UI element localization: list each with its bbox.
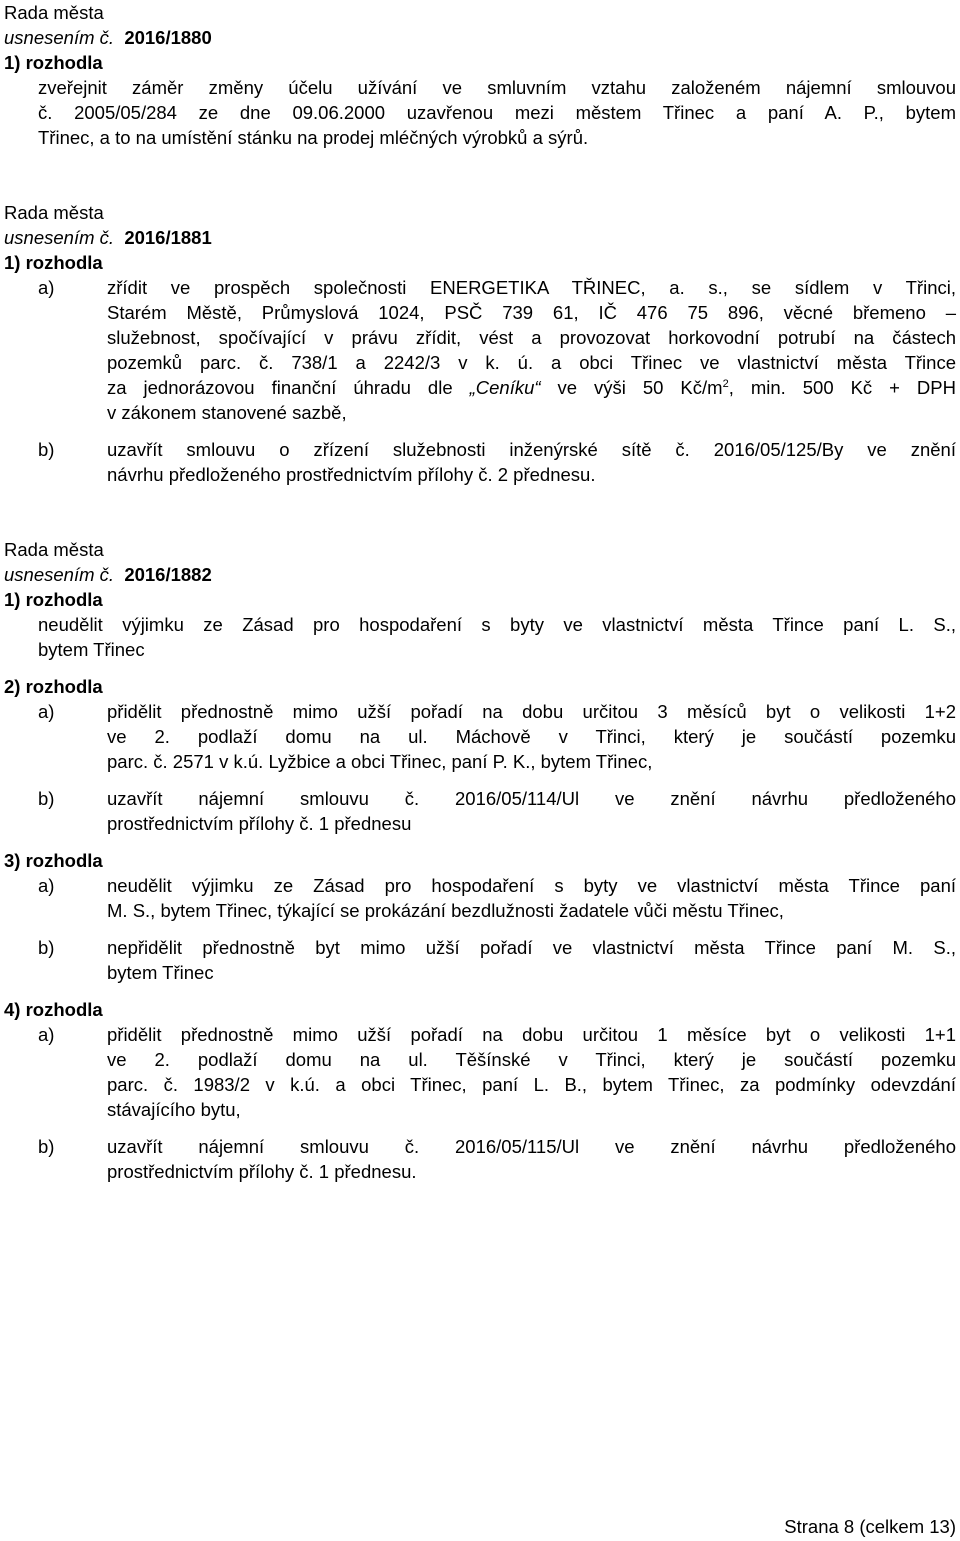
resolution-number-line xyxy=(4,25,956,50)
text-fragment: ve výši 50 Kč/m xyxy=(540,377,723,398)
text-line: prostřednictvím přílohy č. 1 přednesu. xyxy=(107,1161,417,1182)
rada-mesta-heading: Rada města xyxy=(4,539,104,560)
usneseni-label: usnesením č. xyxy=(4,227,115,248)
text-line: prostřednictvím přílohy č. 1 přednesu xyxy=(107,813,412,834)
resolution-number: 2016/1881 xyxy=(124,227,212,248)
resolution-number-line xyxy=(4,562,956,587)
item-label: a) xyxy=(38,701,55,722)
text-line: stávajícího bytu, xyxy=(107,1099,241,1120)
item-label: a) xyxy=(38,875,55,896)
item-label: a) xyxy=(38,277,55,298)
text-line: č. 2005/05/284 ze dne 09.06.2000 uzavřenou mezi městem Třinec a paní A. P., bytem xyxy=(38,102,956,123)
rada-mesta-heading: Rada města xyxy=(4,2,104,23)
superscript: 2 xyxy=(722,378,729,390)
item-label: b) xyxy=(38,439,55,460)
text-line: služebnost, spočívající v právu zřídit, vést a provozovat horkovodní potrubí na částech xyxy=(107,327,956,348)
item-b xyxy=(4,437,956,487)
rozhodla-4: 4) rozhodla xyxy=(4,999,103,1020)
item-label: a) xyxy=(38,1024,55,1045)
item-label: b) xyxy=(38,1136,55,1157)
r4-item-a xyxy=(4,1022,956,1122)
r2-item-a xyxy=(4,699,956,774)
item-a xyxy=(4,275,956,425)
rada-mesta-heading: Rada města xyxy=(4,202,104,223)
resolution-2016-1881 xyxy=(4,200,956,487)
resolution-2016-1882 xyxy=(4,537,956,1184)
text-line: neudělit výjimku ze Zásad pro hospodaření s byty ve vlastnictví města Třince paní L. S., xyxy=(38,614,956,635)
ceniku-link-text: „Ceníku“ xyxy=(469,377,541,398)
resolution-number: 2016/1882 xyxy=(124,564,212,585)
rozhodla-2: 2) rozhodla xyxy=(4,676,103,697)
text-line: parc. č. 2571 v k.ú. Lyžbice a obci Třinec, paní P. K., bytem Třinec, xyxy=(107,751,653,772)
text-line: parc. č. 1983/2 v k.ú. a obci Třinec, paní L. B., bytem Třinec, za podmínky odevzdání xyxy=(107,1074,956,1095)
item-label: b) xyxy=(38,788,55,809)
r3-item-b xyxy=(4,935,956,985)
text-line: přidělit přednostně mimo užší pořadí na dobu určitou 1 měsíce byt o velikosti 1+1 xyxy=(107,1024,956,1045)
text-line: nepřidělit přednostně byt mimo užší pořadí ve vlastnictví města Třince paní M. S., xyxy=(107,937,956,958)
text-line-ceniku xyxy=(107,375,956,400)
text-line: zřídit ve prospěch společnosti ENERGETIKA TŘINEC, a. s., se sídlem v Třinci, xyxy=(107,277,956,298)
text-line: v zákonem stanovené sazbě, xyxy=(107,402,347,423)
text-line: ve 2. podlaží domu na ul. Máchově v Třinci, který je součástí pozemku xyxy=(107,726,956,747)
rozhodla-1: 1) rozhodla xyxy=(4,252,103,273)
text-line: uzavřít smlouvu o zřízení služebnosti inženýrské sítě č. 2016/05/125/By ve znění xyxy=(107,439,956,460)
resolution-text xyxy=(4,75,956,150)
text-line: uzavřít nájemní smlouvu č. 2016/05/115/Ul ve znění návrhu předloženého xyxy=(107,1136,956,1157)
rozhodla-1: 1) rozhodla xyxy=(4,52,103,73)
document-page xyxy=(4,0,956,1184)
text-line: neudělit výjimku ze Zásad pro hospodaření s byty ve vlastnictví města Třince paní xyxy=(107,875,956,896)
text-line: přidělit přednostně mimo užší pořadí na dobu určitou 3 měsíců byt o velikosti 1+2 xyxy=(107,701,956,722)
text-fragment: za jednorázovou finanční úhradu dle xyxy=(107,377,470,398)
page-footer: Strana 8 (celkem 13) xyxy=(784,1516,956,1537)
r4-item-b xyxy=(4,1134,956,1184)
resolution-number-line xyxy=(4,225,956,250)
rozhodla-1: 1) rozhodla xyxy=(4,589,103,610)
r2-item-b xyxy=(4,786,956,836)
text-line: pozemků parc. č. 738/1 a 2242/3 v k. ú. a obci Třinec ve vlastnictví města Třince xyxy=(107,352,956,373)
text-line: ve 2. podlaží domu na ul. Těšínské v Třinci, který je součástí pozemku xyxy=(107,1049,956,1070)
rozhodla-3: 3) rozhodla xyxy=(4,850,103,871)
r3-item-a xyxy=(4,873,956,923)
text-line: Třinec, a to na umístění stánku na prodej mléčných výrobků a sýrů. xyxy=(38,127,589,148)
text-line: bytem Třinec xyxy=(38,639,145,660)
text-line: návrhu předloženého prostřednictvím přílohy č. 2 přednesu. xyxy=(107,464,596,485)
text-line: zveřejnit záměr změny účelu užívání ve smluvním vztahu založeném nájemní smlouvou xyxy=(38,77,956,98)
resolution-number: 2016/1880 xyxy=(124,27,212,48)
r1-text xyxy=(4,612,956,662)
text-line: Starém Městě, Průmyslová 1024, PSČ 739 61, IČ 476 75 896, věcné břemeno – xyxy=(107,302,956,323)
text-fragment: , min. 500 Kč + DPH xyxy=(728,377,956,398)
usneseni-label: usnesením č. xyxy=(4,564,115,585)
text-line: uzavřít nájemní smlouvu č. 2016/05/114/Ul ve znění návrhu předloženého xyxy=(107,788,956,809)
text-line: M. S., bytem Třinec, týkající se prokázání bezdlužnosti žadatele vůči městu Třinec, xyxy=(107,900,784,921)
usneseni-label: usnesením č. xyxy=(4,27,115,48)
item-label: b) xyxy=(38,937,55,958)
text-line: bytem Třinec xyxy=(107,962,214,983)
resolution-2016-1880 xyxy=(4,0,956,150)
